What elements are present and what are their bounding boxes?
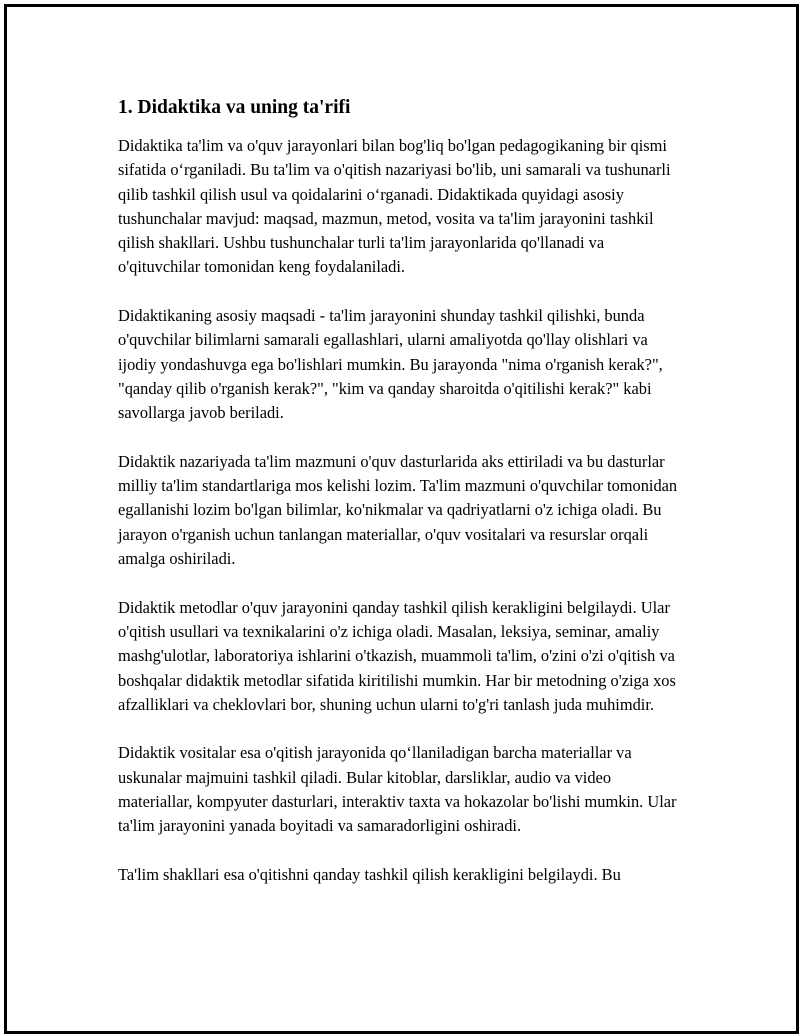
paragraph-4: Didaktik metodlar o'quv jarayonini qanday tashkil qilish kerakligini belgilaydi. Ular o'qitish usullari va texnikalarini o'z ichiga oladi. Masalan, leksiya, seminar, amaliy mashg'ulotlar, laboratoriya ishlarini o'tkazish, muammoli ta'lim, o'zini o'zi o'qitish va boshqalar didaktik metodlar sifatida kiritilishi mumkin. Har bir metodning o'ziga xos afzalliklari va cheklovlari bor, shuning uchun ularni to'g'ri tanlash juda muhimdir. [118,597,676,714]
section-heading: 1. Didaktika va uning ta'rifi [118,97,351,118]
paragraph-2: Didaktikaning asosiy maqsadi - ta'lim jarayonini shunday tashkil qilishki, bunda o'quvchilar bilimlarni samarali egallashlari, ularni amaliyotda qo'llay olishlari va ijodiy yondashuvga ega bo'lishlari mumkin. Bu jarayonda "nima o'rganish kerak?", "qanday qilib o'rganish kerak?", "kim va qanday sharoitda o'qitilishi kerak?" kabi savollarga javob beriladi. [118,306,663,423]
document-body [118,96,688,912]
paragraph-1: Didaktika ta'lim va o'quv jarayonlari bilan bog'liq bo'lgan pedagogikaning bir qismi sifatida o‘rganiladi. Bu ta'lim va o'qitish nazariyasi bo'lib, uni samarali va tushunarli qilib tashkil qilish usul va qoidalarini o‘rganadi. Didaktikada quyidagi asosiy tushunchalar mavjud: maqsad, mazmun, metod, vosita va ta'lim jarayonini tashkil qilish shakllari. Ushbu tushunchalar turli ta'lim jarayonlarida qo'llanadi va o'qituvchilar tomonidan keng foydalaniladi. [118,136,671,277]
paragraph-3: Didaktik nazariyada ta'lim mazmuni o'quv dasturlarida aks ettiriladi va bu dasturlar milliy ta'lim standartlariga mos kelishi lozim. Ta'lim mazmuni o'quvchilar tomonidan egallanishi lozim bo'lgan bilimlar, ko'nikmalar va qadriyatlarni o'z ichiga oladi. Bu jarayon o'rganish uchun tanlangan materiallar, o'quv vositalari va resurslar orqali amalga oshiriladi. [118,451,678,569]
paragraph-5: Didaktik vositalar esa o'qitish jarayonida qo‘llaniladigan barcha materiallar va uskunalar majmuini tashkil qiladi. Bular kitoblar, darsliklar, audio va video materiallar, kompyuter dasturlari, interaktiv taxta va hokazolar bo'lishi mumkin. Ular ta'lim jarayonini yanada boyitadi va samaradorligini oshiradi. [118,743,677,836]
paragraph-6: Ta'lim shakllari esa o'qitishni qanday tashkil qilish kerakligini belgilaydi. Bu [118,864,621,884]
